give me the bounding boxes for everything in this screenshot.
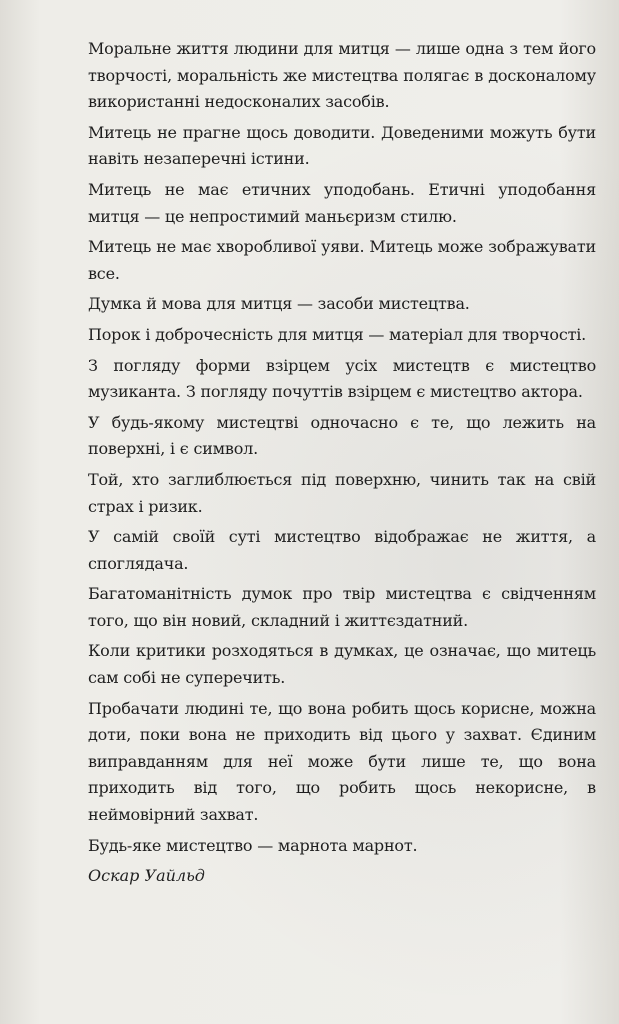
text-block <box>88 36 596 890</box>
paragraph: З погляду форми взірцем усіх мистецтв є мистецтво музиканта. З погляду почуттів взірцем є мистецтво актора. <box>88 355 596 402</box>
paragraph: Коли критики розходяться в думках, це означає, що митець сам собі не суперечить. <box>88 641 596 688</box>
paragraph: Пробачати людині те, що вона робить щось корисне, можна доти, поки вона не приходить від цього у захват. Єдиним виправданням для неї може бути лише те, що вона приходить від того, що робить щось некорисне, в неймовірний захват. <box>88 698 596 825</box>
paragraph: У будь-якому мистецтві одночасно є те, що лежить на поверхні, і є символ. <box>88 412 596 459</box>
paragraph: Моральне життя людини для митця — лише одна з тем його творчості, моральність же мистецтва полягає в досконалому використанні недосконалих засобів. <box>88 39 596 112</box>
paragraph: Митець не має хворобливої уяви. Митець може зображувати все. <box>88 237 596 283</box>
author-signature: Оскар Уайльд <box>88 866 205 886</box>
paragraph: Митець не має етичних уподобань. Етичні уподобання митця — це непростимий маньєризм стилю. <box>88 179 596 226</box>
paragraph: Митець не прагне щось доводити. Доведеними можуть бути навіть незаперечні істини. <box>88 122 596 169</box>
paragraph: Будь-яке мистецтво — марнота марнот. <box>88 835 418 855</box>
paragraph: Думка й мова для митця — засоби мистецтва. <box>88 294 470 314</box>
paragraph: Той, хто заглиблюється під поверхню, чинить так на свій страх і ризик. <box>88 469 596 516</box>
paragraph: Порок і доброчесність для митця — матеріал для творчості. <box>88 324 587 344</box>
paragraph: Багатоманітність думок про твір мистецтва є свідченням того, що він новий, складний і життєздатний. <box>88 584 596 630</box>
paragraph: У самій своїй суті мистецтво відображає не життя, а споглядача. <box>88 527 596 573</box>
